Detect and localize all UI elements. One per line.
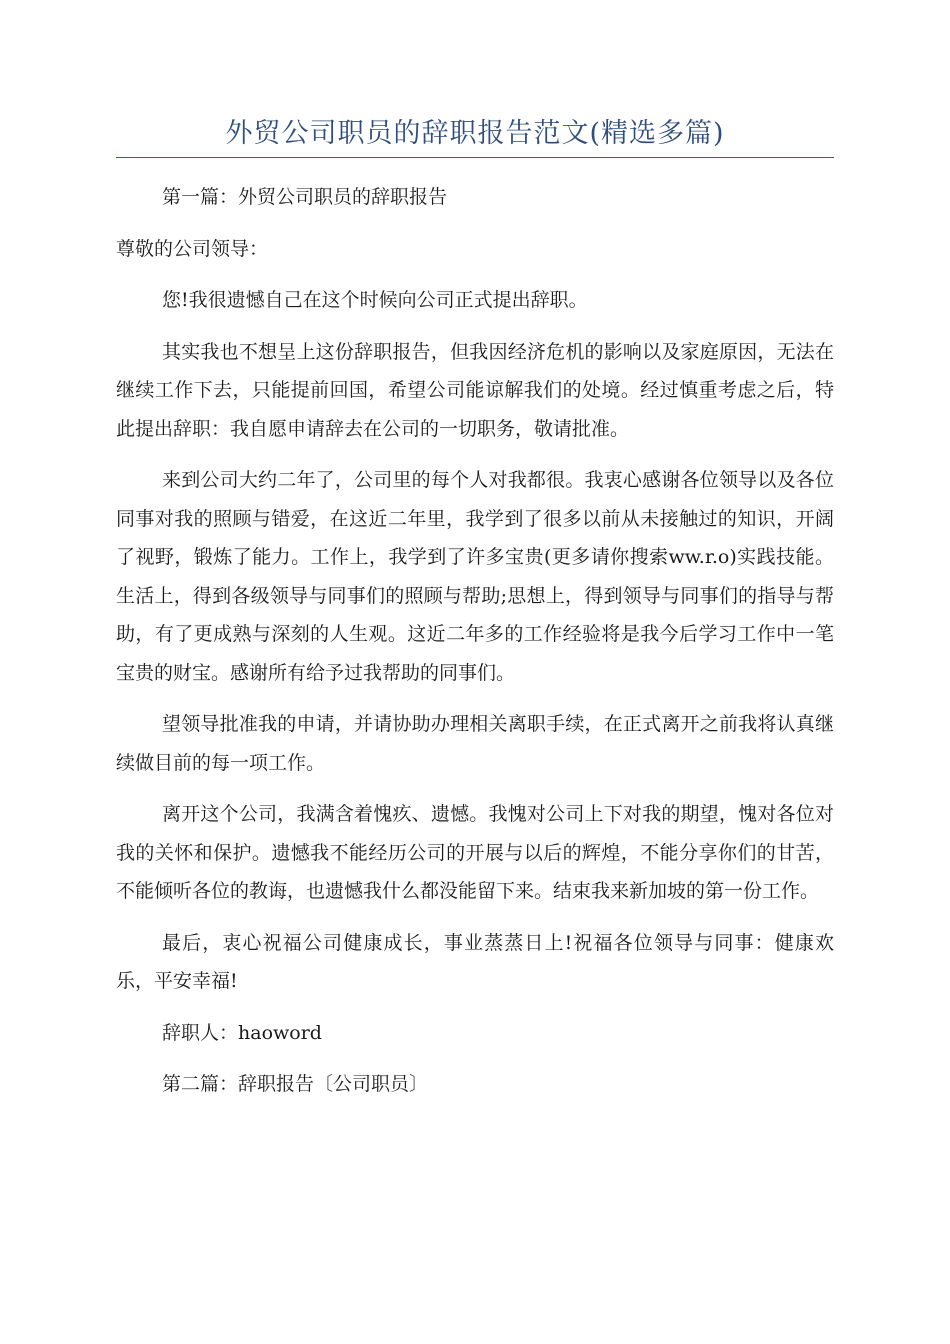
title-block	[116, 116, 834, 158]
salutation: 尊敬的公司领导：	[116, 237, 269, 260]
paragraph: 其实我也不想呈上这份辞职报告，但我因经济危机的影响以及家庭原因，无法在继续工作下去，只能提前回国，希望公司能谅解我们的处境。经过慎重考虑之后，特此提出辞职：我自愿申请辞去在公司的一切职务，敬请批准。	[116, 340, 834, 440]
paragraph: 最后，衷心祝福公司健康成长，事业蒸蒸日上!祝福各位领导与同事：健康欢乐，平安幸福!	[116, 931, 834, 992]
signature-line: 辞职人：haoword	[162, 1021, 322, 1044]
paragraph: 离开这个公司，我满含着愧疚、遗憾。我愧对公司上下对我的期望，愧对各位对我的关怀和保护。遗憾我不能经历公司的开展与以后的辉煌，不能分享你们的甘苦，不能倾听各位的教诲，也遗憾我什么都没能留下来。结束我来新加坡的第一份工作。	[116, 803, 834, 902]
document-page	[116, 0, 834, 1117]
section-heading-1: 第一篇：外贸公司职员的辞职报告	[162, 186, 448, 208]
paragraph: 望领导批准我的申请，并请协助办理相关离职手续，在正式离开之前我将认真继续做目前的每一项工作。	[116, 713, 834, 774]
section-heading-2: 第二篇：辞职报告〔公司职员〕	[162, 1073, 429, 1095]
document-title: 外贸公司职员的辞职报告范文(精选多篇)	[225, 118, 725, 149]
paragraph: 来到公司大约二年了，公司里的每个人对我都很。我衷心感谢各位领导以及各位同事对我的照顾与错爱，在这近二年里，我学到了很多以前从未接触过的知识，开阔了视野，锻炼了能力。工作上，我学到了许多宝贵(更多请你搜索ww.r.o)实践技能。生活上，得到各级领导与同事们的照顾与帮助;思想上，得到领导与同事们的指导与帮助，有了更成熟与深刻的人生观。这近二年多的工作经验将是我今后学习工作中一笔宝贵的财宝。感谢所有给予过我帮助的同事们。	[116, 469, 834, 684]
paragraph: 您!我很遗憾自己在这个时候向公司正式提出辞职。	[162, 289, 588, 311]
document-body	[116, 178, 834, 1104]
